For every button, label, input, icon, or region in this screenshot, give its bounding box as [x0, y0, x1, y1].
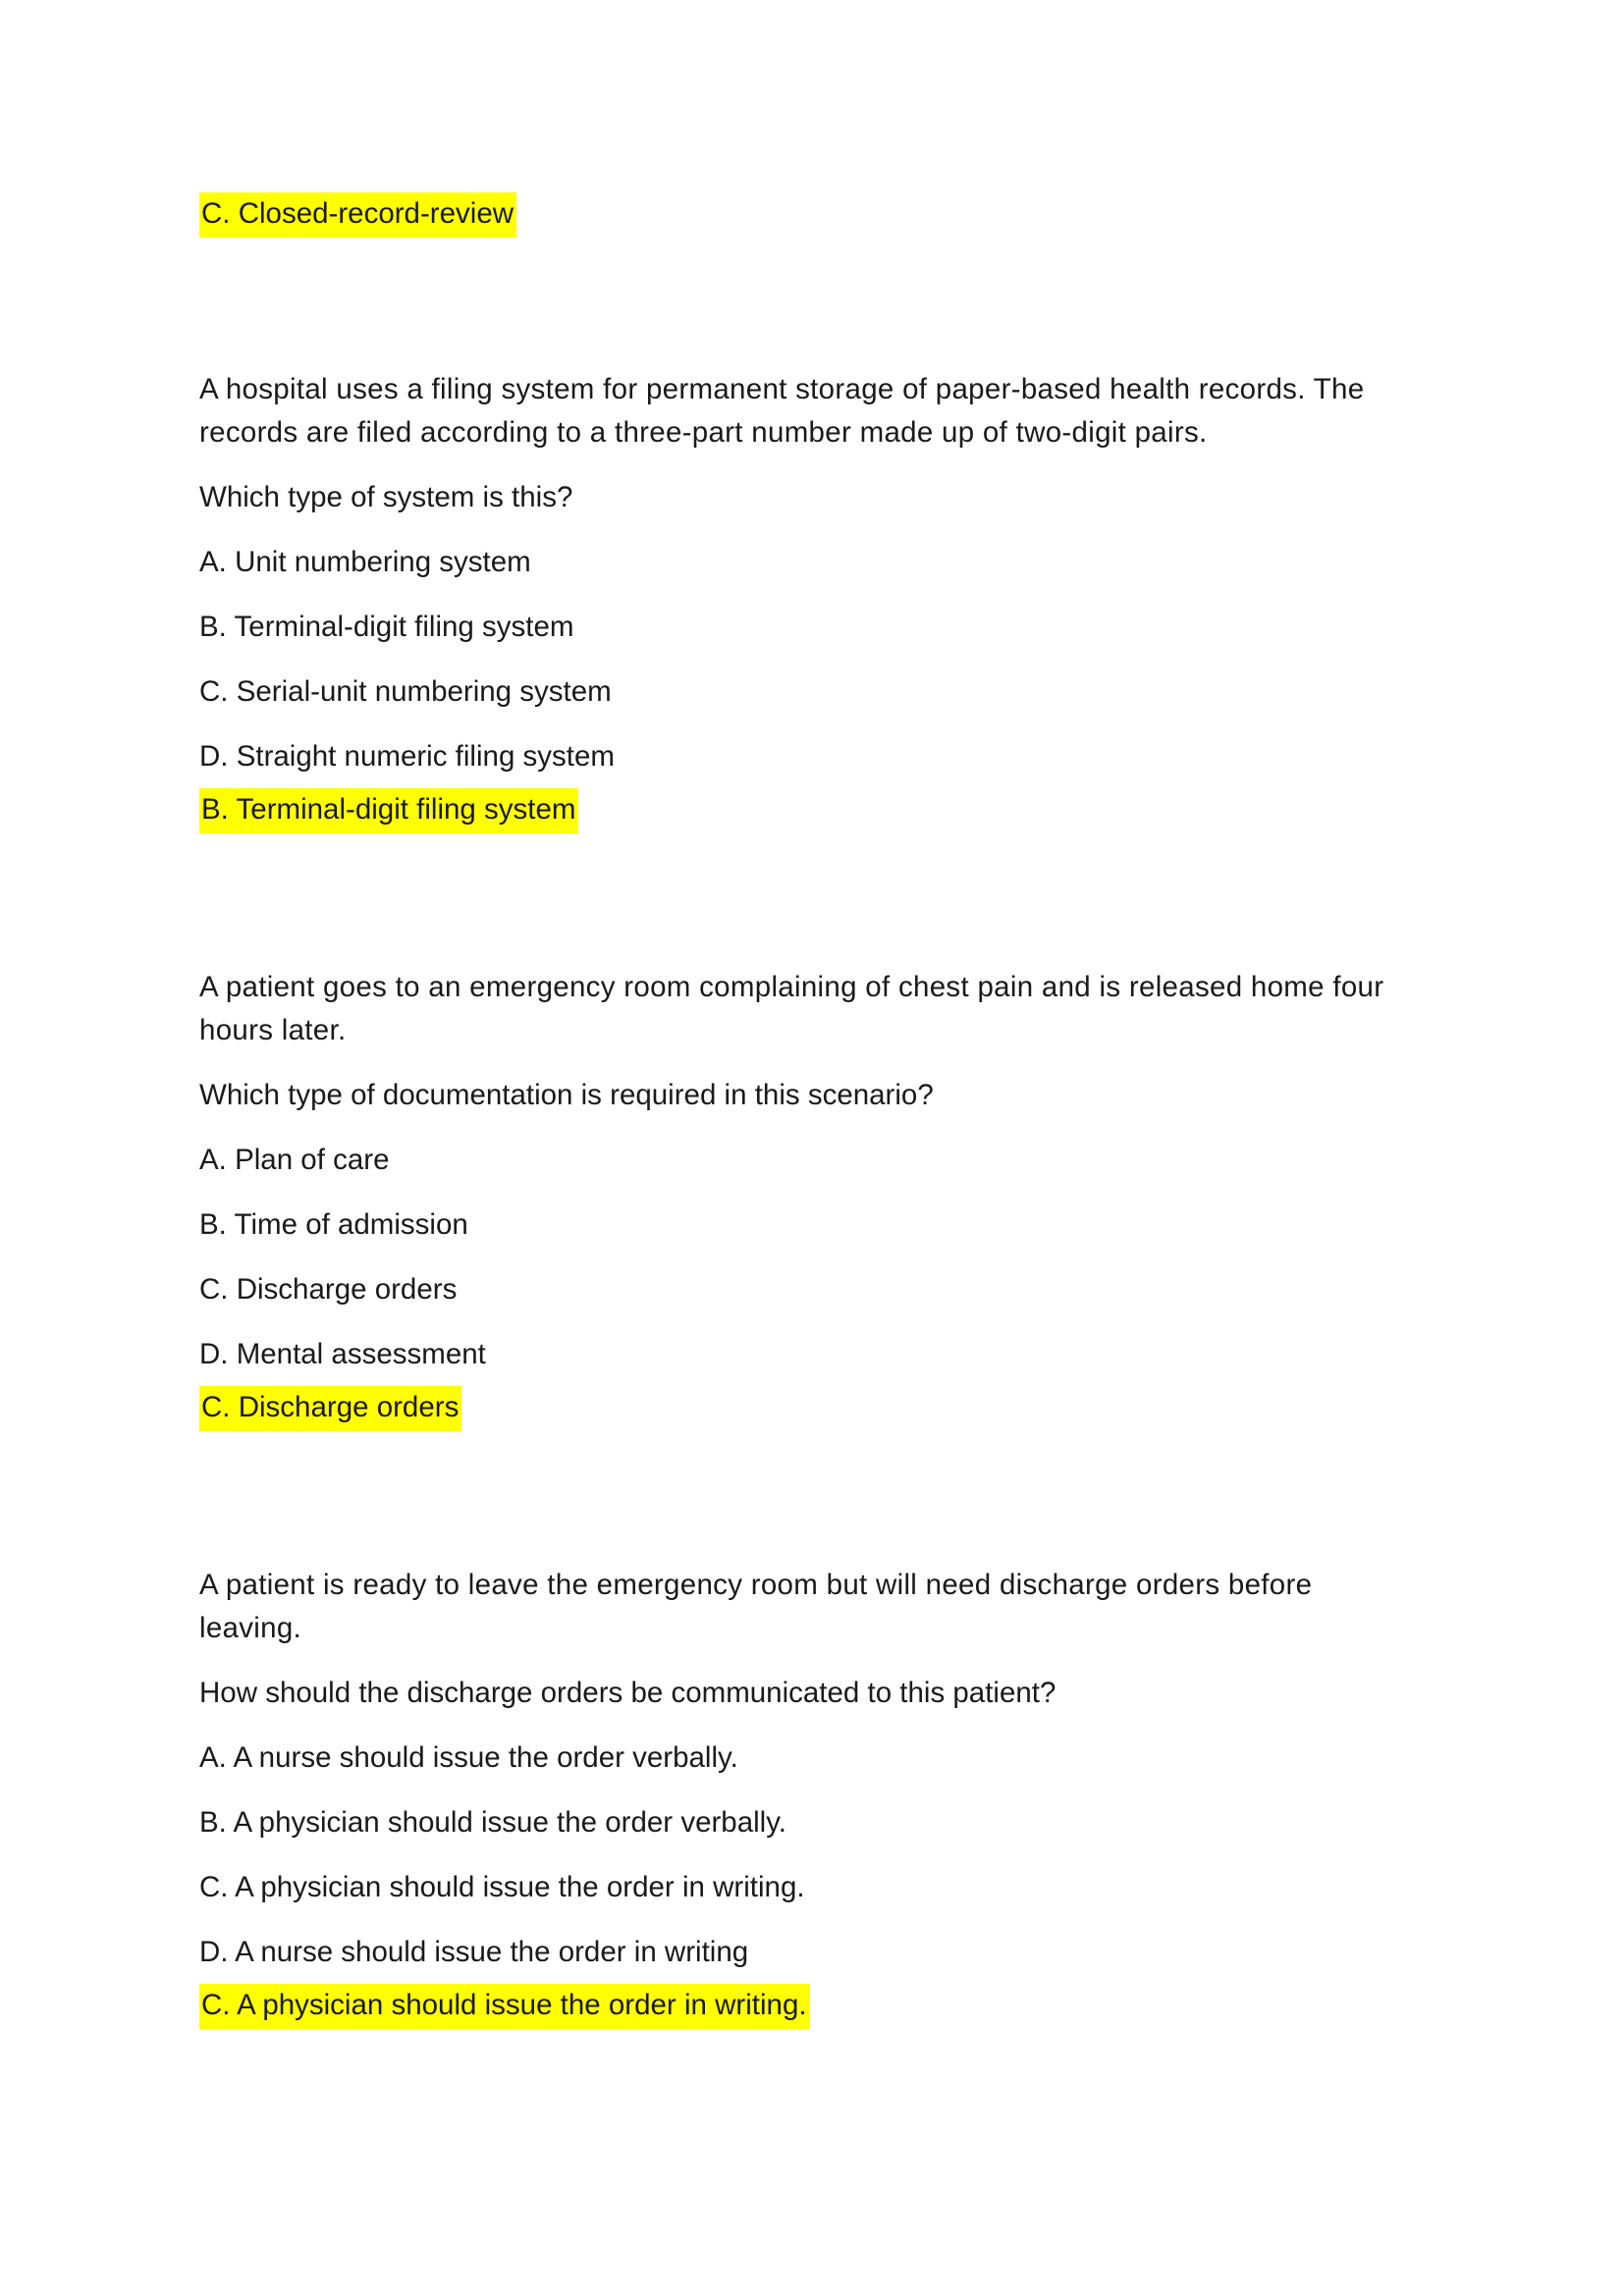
question-lead: Which type of system is this?: [199, 481, 573, 513]
answer-row: [199, 1984, 1407, 2032]
option-a: A. Unit numbering system: [199, 546, 531, 578]
option-b: B. Time of admission: [199, 1208, 468, 1241]
question-block: [199, 966, 1407, 1434]
option-d: D. Mental assessment: [199, 1338, 486, 1370]
block-spacer: [199, 836, 1407, 966]
document-content: [199, 192, 1407, 2032]
orphan-answer-row: [199, 192, 1407, 240]
option-d: D. A nurse should issue the order in writing: [199, 1936, 749, 1968]
option-d: D. Straight numeric filing system: [199, 740, 615, 773]
question-lead: How should the discharge orders be communicated to this patient?: [199, 1677, 1056, 1709]
option-c: C. A physician should issue the order in writing.: [199, 1871, 805, 1903]
block-spacer: [199, 1434, 1407, 1564]
option-c: C. Serial-unit numbering system: [199, 675, 612, 708]
option-b: B. A physician should issue the order verbally.: [199, 1806, 786, 1839]
highlighted-answer: B. Terminal-digit filing system: [199, 788, 578, 833]
question-stem: A patient goes to an emergency room complaining of chest pain and is released home four hours later.: [199, 971, 1384, 1046]
question-block: [199, 368, 1407, 836]
answer-row: [199, 788, 1407, 836]
highlighted-answer: C. Discharge orders: [199, 1386, 461, 1431]
question-lead: Which type of documentation is required in this scenario?: [199, 1079, 934, 1111]
option-c: C. Discharge orders: [199, 1273, 458, 1306]
option-b: B. Terminal-digit filing system: [199, 611, 574, 643]
highlighted-answer: C. A physician should issue the order in writing.: [199, 1984, 810, 2029]
highlighted-answer: C. Closed-record-review: [199, 192, 516, 238]
option-a: A. Plan of care: [199, 1144, 390, 1176]
answer-row: [199, 1386, 1407, 1434]
question-block: [199, 1564, 1407, 2032]
option-a: A. A nurse should issue the order verbally.: [199, 1741, 738, 1774]
question-stem: A hospital uses a filing system for permanent storage of paper-based health records. The records are filed according to a three-part number made up of two-digit pairs.: [199, 373, 1365, 449]
block-spacer: [199, 240, 1407, 368]
question-stem: A patient is ready to leave the emergency room but will need discharge orders before leaving.: [199, 1569, 1313, 1644]
